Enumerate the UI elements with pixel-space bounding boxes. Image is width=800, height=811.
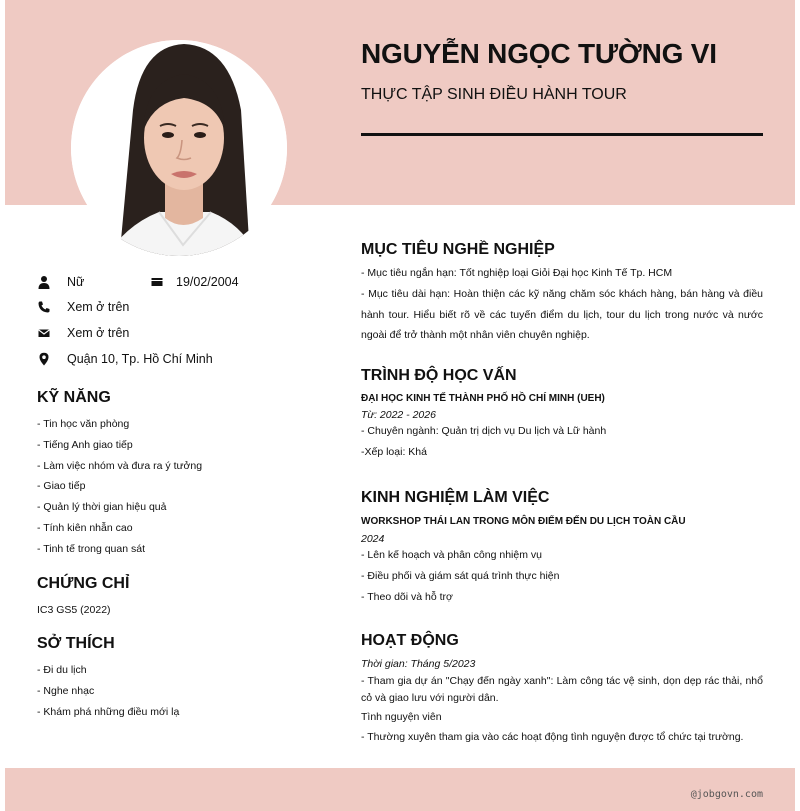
list-item: - Tin học văn phòng: [37, 418, 130, 430]
job-title: THỰC TẬP SINH ĐIỀU HÀNH TOUR: [361, 86, 627, 103]
address-value: Quận 10, Tp. Hồ Chí Minh: [67, 352, 213, 366]
phone-row: [37, 300, 129, 314]
gender-value: Nữ: [67, 275, 85, 289]
birthdate-value: 19/02/2004: [176, 275, 239, 289]
candidate-name: NGUYỄN NGỌC TƯỜNG VI: [361, 38, 717, 69]
hobbies-list: [37, 660, 179, 722]
email-value[interactable]: Xem ở trên: [67, 326, 130, 340]
education-period: Từ: 2022 - 2026: [361, 409, 436, 421]
list-item: - Khám phá những điều mới lạ: [37, 705, 180, 718]
list-item: - Tiếng Anh giao tiếp: [37, 438, 133, 451]
list-item: - Đi du lịch: [37, 664, 87, 676]
title-divider: [361, 133, 763, 136]
list-item: - Tính kiên nhẫn cao: [37, 521, 133, 534]
experience-year: 2024: [361, 533, 385, 545]
activities-detail: - Tham gia dự án "Chạy đến ngày xanh": Làm công tác vệ sinh, dọn dẹp rác thải, nhổ cỏ và giao lưu với người dân.: [361, 675, 763, 704]
list-item: - Nghe nhạc: [37, 684, 95, 697]
objective-title: MỤC TIÊU NGHỀ NGHIỆP: [361, 241, 555, 258]
list-item: IC3 GS5 (2022): [37, 604, 111, 616]
email-row: [37, 326, 129, 340]
skills-title: KỸ NĂNG: [37, 389, 111, 406]
activities-time: Thời gian: Tháng 5/2023: [361, 658, 476, 670]
email-icon: [37, 326, 51, 340]
list-item: - Làm việc nhóm và đưa ra ý tưởng: [37, 459, 203, 472]
experience-name: WORKSHOP THÁI LAN TRONG MÔN ĐIỂM ĐẾN DU LỊCH TOÀN CẦU: [361, 516, 686, 527]
objective-short-term: - Mục tiêu ngắn hạn: Tốt nghiệp loại Giỏi Đại học Kinh Tế Tp. HCM: [361, 267, 673, 279]
phone-icon: [37, 300, 51, 314]
activities-section: [361, 632, 763, 746]
objective-section: [361, 241, 763, 346]
experience-section: [361, 489, 763, 607]
profile-photo: [71, 40, 287, 256]
skills-list: [37, 414, 202, 560]
phone-value[interactable]: Xem ở trên: [67, 300, 130, 314]
birthdate-row: [150, 275, 239, 289]
education-school: ĐẠI HỌC KINH TẾ THÀNH PHỐ HỒ CHÍ MINH (UEH): [361, 393, 605, 404]
gender-row: [37, 275, 84, 289]
list-item: - Giao tiếp: [37, 480, 86, 493]
list-item: - Tinh tế trong quan sát: [37, 542, 145, 555]
objective-long-term: - Mục tiêu dài hạn: Hoàn thiện các kỹ năng chăm sóc khách hàng, bán hàng và điều hành tour. Hiểu biết rõ về các tuyến điểm du lịch, tour du lịch trong nước và nước ngoài để trở thành một nhân viên chuyên nghiệp.: [361, 287, 763, 342]
certificates-title: CHỨNG CHỈ: [37, 575, 130, 592]
education-section: [361, 367, 763, 463]
volunteer-title: Tình nguyện viên: [361, 711, 442, 723]
hobbies-title: SỞ THÍCH: [37, 635, 115, 652]
person-icon: [37, 275, 51, 289]
education-major: - Chuyên ngành: Quản trị dịch vụ Du lịch và Lữ hành: [361, 425, 607, 437]
experience-item: - Điều phối và giám sát quá trình thực hiện: [361, 569, 560, 582]
experience-item: - Theo dõi và hỗ trợ: [361, 590, 453, 603]
experience-title: KINH NGHIỆM LÀM VIỆC: [361, 489, 550, 506]
activities-title: HOẠT ĐỘNG: [361, 632, 459, 649]
experience-item: - Lên kế hoạch và phân công nhiệm vụ: [361, 549, 542, 561]
address-row: [37, 352, 213, 366]
education-title: TRÌNH ĐỘ HỌC VẤN: [361, 367, 517, 384]
calendar-icon: [150, 275, 164, 289]
volunteer-detail: - Thường xuyên tham gia vào các hoạt động tình nguyện được tổ chức tại trường.: [361, 730, 744, 743]
education-rank: -Xếp loại: Khá: [361, 445, 427, 458]
certificates-list: [37, 600, 111, 621]
footer-credit[interactable]: @jobgovn.com: [690, 789, 763, 800]
list-item: - Quản lý thời gian hiệu quả: [37, 501, 167, 514]
location-pin-icon: [37, 352, 51, 366]
footer-band: [5, 768, 795, 811]
